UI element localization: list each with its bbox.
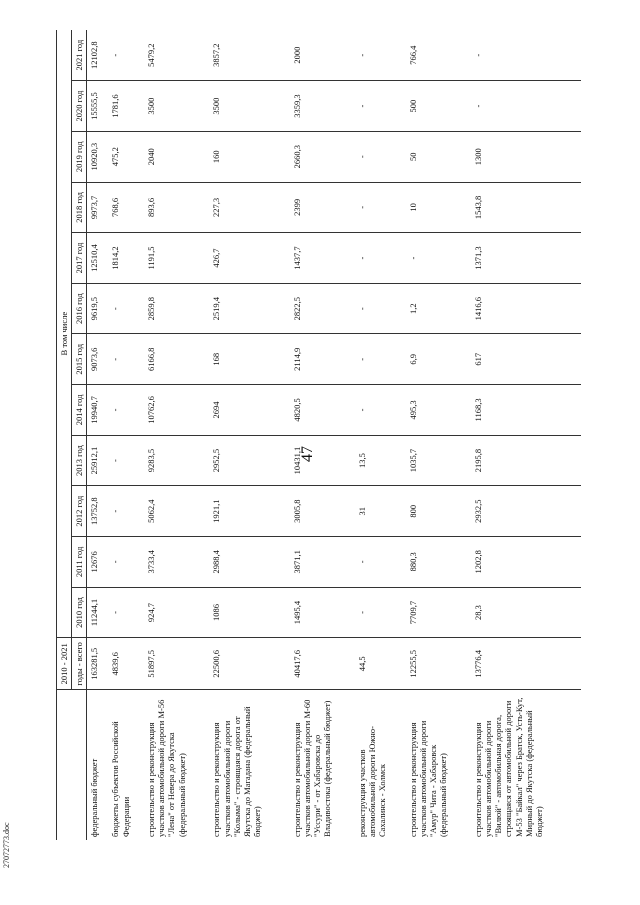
row-value: 9973,7 — [87, 182, 108, 233]
row-value: - — [108, 283, 144, 334]
row-value: 500 — [406, 81, 471, 132]
document-filename: 27072773.doc — [2, 822, 11, 868]
row-value: 2859,8 — [144, 283, 209, 334]
row-value: 1921,1 — [209, 486, 289, 537]
row-total: 163281,5 — [87, 638, 108, 690]
table-row — [471, 30, 581, 840]
row-label: бюджеты субъектов Российской Федерации — [110, 721, 131, 837]
row-value: 13,5 — [355, 435, 406, 486]
row-value: 2040 — [144, 131, 209, 182]
row-value: - — [355, 30, 406, 81]
row-value: 50 — [406, 131, 471, 182]
row-value: 3500 — [144, 81, 209, 132]
row-total: 44,5 — [355, 638, 406, 690]
row-value: 2694 — [209, 385, 289, 436]
header-total-line2: годы - всего — [72, 638, 87, 690]
row-value: 1300 — [471, 131, 581, 182]
table-row — [209, 30, 289, 840]
row-value: 1543,8 — [471, 182, 581, 233]
row-value: 768,6 — [108, 182, 144, 233]
row-value: 3500 — [209, 81, 289, 132]
row-value: - — [108, 587, 144, 638]
row-value: - — [355, 385, 406, 436]
header-year: 2013 год — [72, 435, 87, 486]
row-total: 40417,6 — [290, 638, 355, 690]
row-value: - — [406, 233, 471, 284]
row-value: 3871,1 — [290, 537, 355, 588]
row-value: - — [355, 587, 406, 638]
row-value: 9283,5 — [144, 435, 209, 486]
row-value: 227,3 — [209, 182, 289, 233]
row-value: 2399 — [290, 182, 355, 233]
row-value: - — [108, 435, 144, 486]
table-row — [144, 30, 209, 840]
row-value: 1035,7 — [406, 435, 471, 486]
row-value: 3359,3 — [290, 81, 355, 132]
row-value: - — [108, 486, 144, 537]
row-value: 2000 — [290, 30, 355, 81]
row-total: 22500,6 — [209, 638, 289, 690]
row-value: 2952,5 — [209, 435, 289, 486]
row-value: 880,3 — [406, 537, 471, 588]
header-year: 2016 год — [72, 283, 87, 334]
row-value: 10920,3 — [87, 131, 108, 182]
row-value: 12510,4 — [87, 233, 108, 284]
row-label: строительство и реконструкция участков автомобильной дороги "Вилюй" - автомобильная дорога, строящаяся от автомобильной дороги М-53 "Байкал" через Братск, Усть-Кут, Мирный до Якутска (федеральный бюджет) — [472, 697, 545, 837]
row-label: строительство и реконструкция участков автомобильной дороги М-56 "Лена" от Невера до Якутска (федеральный бюджет) — [145, 699, 187, 837]
row-value: 160 — [209, 131, 289, 182]
row-total: 12255,5 — [406, 638, 471, 690]
row-value: 5479,2 — [144, 30, 209, 81]
row-value: 10 — [406, 182, 471, 233]
row-value: 13752,8 — [87, 486, 108, 537]
row-value: 800 — [406, 486, 471, 537]
row-label: строительство и реконструкция участков автомобильной дороги М-60 "Уссури" - от Хабаровска до Владивостока (федеральный бюджет) — [291, 699, 333, 837]
row-value: 1416,6 — [471, 283, 581, 334]
header-year: 2018 год — [72, 182, 87, 233]
header-label-cell — [57, 690, 87, 840]
header-year: 2010 год — [72, 587, 87, 638]
row-value: - — [355, 283, 406, 334]
row-value: 25912,1 — [87, 435, 108, 486]
header-year: 2011 год — [72, 537, 87, 588]
header-group: В том числе — [57, 30, 72, 638]
row-value: 1814,2 — [108, 233, 144, 284]
header-year: 2015 год — [72, 334, 87, 385]
row-value: 2660,3 — [290, 131, 355, 182]
header-year: 2014 год — [72, 385, 87, 436]
header-year: 2021 год — [72, 30, 87, 81]
row-total: 51897,5 — [144, 638, 209, 690]
table-row — [406, 30, 471, 840]
row-value: - — [355, 537, 406, 588]
row-label: строительство и реконструкция участков автомобильной дороги "Колыма" - строящаяся дорога от Якутска до Магадана (федеральный бюджет) — [211, 706, 263, 837]
row-value: 2932,5 — [471, 486, 581, 537]
row-value: 2822,5 — [290, 283, 355, 334]
row-value: 168 — [209, 334, 289, 385]
row-value: 475,2 — [108, 131, 144, 182]
table-row — [87, 30, 108, 840]
row-value: 31 — [355, 486, 406, 537]
row-value: 2519,4 — [209, 283, 289, 334]
page-number: 47 — [299, 446, 316, 462]
row-value: - — [355, 81, 406, 132]
row-value: - — [355, 233, 406, 284]
row-value: 766,4 — [406, 30, 471, 81]
row-value: 28,3 — [471, 587, 581, 638]
table-container — [56, 30, 581, 840]
row-value: 426,7 — [209, 233, 289, 284]
row-value: 1202,8 — [471, 537, 581, 588]
row-value: 4820,5 — [290, 385, 355, 436]
row-value: 1371,3 — [471, 233, 581, 284]
row-total: 13776,4 — [471, 638, 581, 690]
row-value: - — [355, 131, 406, 182]
row-value: 1495,4 — [290, 587, 355, 638]
table-row — [290, 30, 355, 840]
budget-table — [56, 30, 581, 840]
row-value: - — [108, 334, 144, 385]
row-value: 9073,6 — [87, 334, 108, 385]
row-label: федеральный бюджет — [89, 758, 100, 837]
row-value: 1781,6 — [108, 81, 144, 132]
row-value: 6166,8 — [144, 334, 209, 385]
row-value: 893,6 — [144, 182, 209, 233]
row-value: 9619,5 — [87, 283, 108, 334]
row-value: - — [108, 537, 144, 588]
row-value: 10762,6 — [144, 385, 209, 436]
row-value: 3857,2 — [209, 30, 289, 81]
row-label: реконструкция участков автомобильной дороги Южно-Сахалинск - Холмск — [357, 726, 388, 837]
header-year: 2020 год — [72, 81, 87, 132]
row-value: - — [108, 385, 144, 436]
row-value: 10431,1 — [290, 435, 355, 486]
header-total-line1: 2010 - 2021 — [59, 643, 69, 685]
row-value: - — [355, 334, 406, 385]
row-value: 1,2 — [406, 283, 471, 334]
row-value: - — [108, 30, 144, 81]
row-value: 1191,5 — [144, 233, 209, 284]
row-value: 924,7 — [144, 587, 209, 638]
row-value: 617 — [471, 334, 581, 385]
row-total: 4839,6 — [108, 638, 144, 690]
row-value: - — [355, 182, 406, 233]
row-value: 3005,8 — [290, 486, 355, 537]
row-value: 495,3 — [406, 385, 471, 436]
header-year: 2012 год — [72, 486, 87, 537]
row-value: 5062,4 — [144, 486, 209, 537]
row-value: 15555,5 — [87, 81, 108, 132]
row-value: 2195,8 — [471, 435, 581, 486]
header-year: 2017 год — [72, 233, 87, 284]
header-total — [57, 638, 72, 690]
row-value: - — [471, 30, 581, 81]
row-value: 1437,7 — [290, 233, 355, 284]
table-row — [108, 30, 144, 840]
row-value: 2114,9 — [290, 334, 355, 385]
row-value: 2988,4 — [209, 537, 289, 588]
row-value: 19940,7 — [87, 385, 108, 436]
table-row — [355, 30, 406, 840]
row-value: - — [471, 81, 581, 132]
row-value: 11244,1 — [87, 587, 108, 638]
row-value: 1168,3 — [471, 385, 581, 436]
header-year: 2019 год — [72, 131, 87, 182]
row-value: 3733,4 — [144, 537, 209, 588]
row-value: 6,9 — [406, 334, 471, 385]
row-label: строительство и реконструкция участков автомобильной дороги "Амур" Чита - Хабаровск (федеральный бюджет) — [407, 720, 449, 837]
row-value: 7709,7 — [406, 587, 471, 638]
row-value: 12102,8 — [87, 30, 108, 81]
row-value: 1086 — [209, 587, 289, 638]
row-value: 12676 — [87, 537, 108, 588]
